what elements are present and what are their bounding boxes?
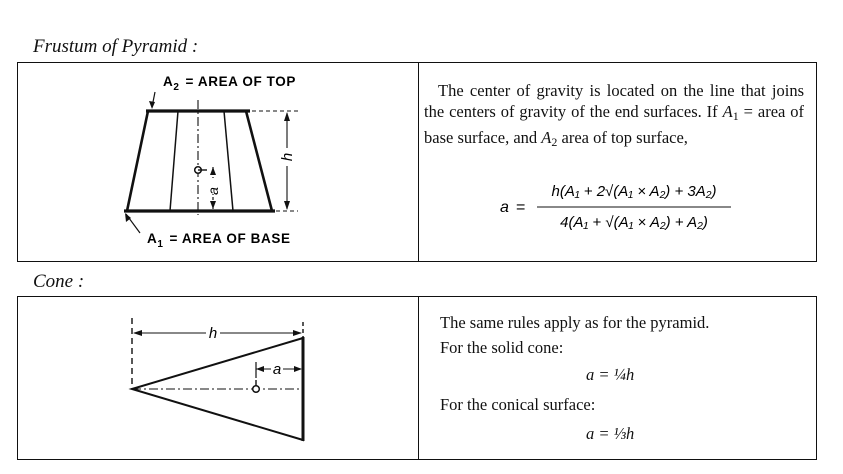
frustum-inner-edge bbox=[170, 111, 178, 211]
frustum-section-title: Frustum of Pyramid : bbox=[33, 36, 199, 57]
frustum-a-label: a bbox=[205, 187, 221, 195]
frustum-base-leader-arrow bbox=[125, 213, 131, 222]
frustum-text-mid: = area of base surface, and bbox=[424, 102, 805, 147]
formula-numerator: h(A₁ + 2√(A₁ × A₂) + 3A₂) bbox=[551, 183, 717, 200]
cone-centroid bbox=[253, 386, 260, 393]
formula-eq: = bbox=[516, 199, 526, 216]
frustum-h-arrow bbox=[284, 201, 290, 210]
frustum-a-arrow bbox=[210, 201, 216, 209]
frustum-top-leader-arrow bbox=[149, 101, 155, 109]
formula-denominator: 4(A₁ + √(A₁ × A₂) + A₂) bbox=[560, 214, 708, 231]
cone-text-line1: The same rules apply as for the pyramid. bbox=[440, 313, 710, 332]
cone-figure bbox=[132, 318, 303, 441]
cone-h-label: h bbox=[208, 325, 218, 342]
frustum-a1-symbol: A bbox=[722, 102, 733, 121]
frustum-base-label: $A_1$ = AREA OF BASE bbox=[147, 231, 291, 250]
frustum-outline bbox=[127, 111, 272, 211]
cone-description bbox=[440, 312, 800, 453]
cone-a-label: a bbox=[272, 361, 282, 378]
frustum-h-label: h bbox=[279, 152, 296, 162]
frustum-a1-sub: 1 bbox=[732, 109, 739, 123]
cone-text-line2: For the solid cone: bbox=[440, 338, 564, 357]
frustum-h-arrow bbox=[284, 112, 290, 121]
frustum-a-arrow bbox=[210, 167, 216, 175]
cone-h-arrow bbox=[133, 330, 142, 336]
cone-formula-solid: a = ¼h bbox=[586, 365, 635, 384]
cone-formula-surface: a = ⅓h bbox=[586, 424, 635, 443]
frustum-a2-symbol: A bbox=[541, 128, 552, 147]
formula-lhs: a bbox=[500, 199, 509, 216]
frustum-a2-sub: 2 bbox=[551, 135, 558, 149]
frustum-description bbox=[424, 80, 804, 153]
cone-h-arrow bbox=[293, 330, 302, 336]
frustum-top-label: $A_2$ = AREA OF TOP bbox=[163, 74, 296, 93]
frustum-text-line1: The center of gravity is located on the line that joins the centers of gravity of the end surfaces. If bbox=[424, 81, 804, 121]
cone-text-line3: For the conical surface: bbox=[440, 395, 596, 414]
cone-a-arrow bbox=[294, 366, 302, 372]
cone-a-arrow bbox=[256, 366, 264, 372]
frustum-text-end: area of top surface, bbox=[561, 128, 688, 147]
frustum-inner-edge bbox=[224, 111, 233, 211]
cone-section-title: Cone : bbox=[33, 271, 85, 292]
